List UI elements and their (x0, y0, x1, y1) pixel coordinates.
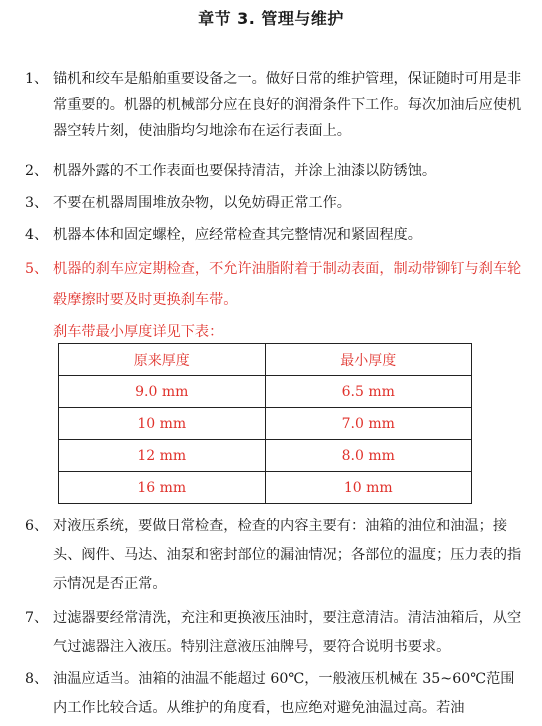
table-row (59, 376, 472, 408)
item-number: 3、 (25, 195, 49, 211)
item-number: 2、 (25, 163, 49, 179)
list-item-7 (25, 604, 525, 662)
table-note: 刹车带最小厚度详见下表： (53, 324, 224, 340)
item-number: 5、 (25, 261, 49, 277)
table-cell: 7.0 mm (265, 408, 472, 440)
item-text: 对液压系统，要做日常检查，检查的内容主要有：油箱的油位和油温；接头、阀件、马达、油泵和密封部位的漏油情况；各部位的温度；压力表的指示情况是否正常。 (53, 518, 522, 592)
item-text: 机器外露的不工作表面也要保持清洁，并涂上油漆以防锈蚀。 (53, 163, 437, 179)
item-number: 7、 (25, 610, 49, 626)
table-row (59, 408, 472, 440)
table-cell: 8.0 mm (265, 440, 472, 472)
item-text: 油温应适当。油箱的油温不能超过 60℃，一般液压机械在 35~60℃范围内工作比较合适。从维护的角度看，也应绝对避免油温过高。若油 (53, 671, 515, 716)
item-text: 不要在机器周围堆放杂物，以免妨碍正常工作。 (53, 195, 351, 211)
chapter-title: 章节 3. 管理与维护 (198, 9, 344, 28)
item-number: 4、 (25, 227, 49, 243)
table-row (59, 472, 472, 504)
list-item-1 (25, 66, 525, 144)
brake-thickness-table (58, 343, 472, 504)
item-text: 过滤器要经常清洗，充注和更换液压油时，要注意清洁。清洁油箱后，从空气过滤器注入液压。特别注意液压油牌号，要符合说明书要求。 (53, 610, 522, 655)
list-item-6 (25, 512, 525, 599)
table-cell: 10 mm (265, 472, 472, 504)
item-number: 8、 (25, 671, 49, 687)
list-item-3 (25, 190, 525, 216)
table-cell: 6.5 mm (265, 376, 472, 408)
table-cell: 9.0 mm (59, 376, 266, 408)
header-minimum-thickness: 最小厚度 (265, 344, 472, 376)
item-text: 机器本体和固定螺栓，应经常检查其完整情况和紧固程度。 (53, 227, 422, 243)
item-text: 锚机和绞车是船舶重要设备之一。做好日常的维护管理，保证随时可用是非常重要的。机器的机械部分应在良好的润滑条件下工作。每次加油后应使机器空转片刻，使油脂均匀地涂布在运行表面上。 (53, 71, 522, 139)
list-item-8 (25, 665, 525, 723)
item-number: 6、 (25, 518, 49, 534)
table-cell: 16 mm (59, 472, 266, 504)
item-text: 机器的刹车应定期检查，不允许油脂附着于制动表面，制动带铆钉与刹车轮毂摩擦时要及时更换刹车带。 (53, 261, 522, 308)
table-cell: 12 mm (59, 440, 266, 472)
header-original-thickness: 原来厚度 (59, 344, 266, 376)
item-number: 1、 (25, 71, 49, 87)
table-cell: 10 mm (59, 408, 266, 440)
list-item-4 (25, 222, 525, 248)
table-header-row (59, 344, 472, 376)
list-item-5 (25, 254, 525, 316)
list-item-2 (25, 158, 525, 184)
table-row (59, 440, 472, 472)
